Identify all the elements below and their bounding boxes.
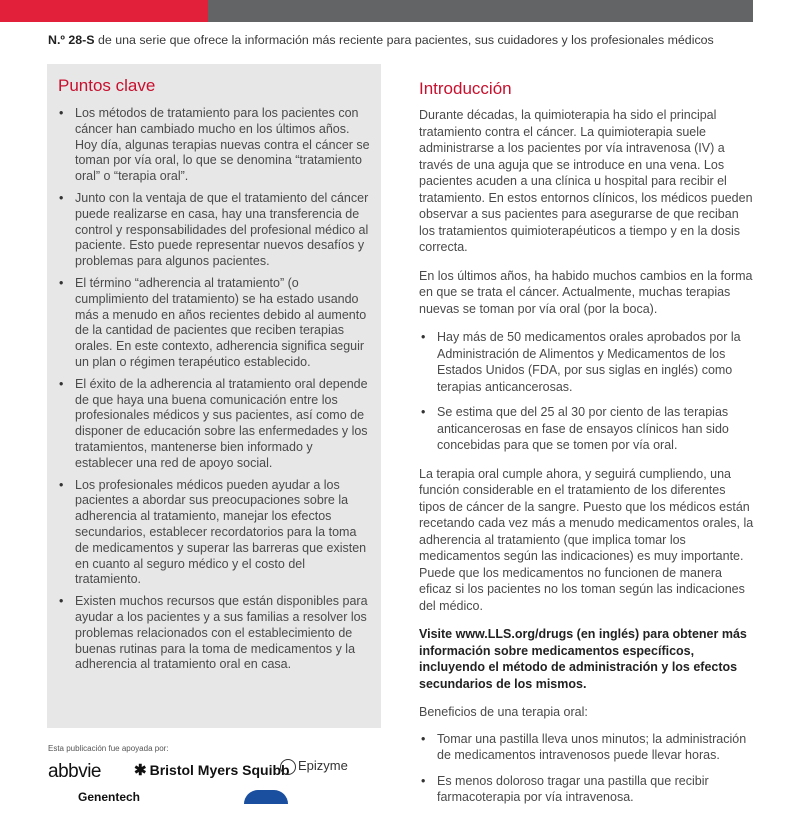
- key-points-box: [47, 64, 381, 728]
- benefits-list: [419, 731, 754, 806]
- lls-drugs-callout: Visite www.LLS.org/drugs (en inglés) para obtener más información sobre medicamentos específicos, incluyendo el método de administración y los efectos secundarios de los mismos.: [419, 627, 747, 691]
- intro-paragraph: La terapia oral cumple ahora, y seguirá cumpliendo, una función considerable en el tratamiento de los diferentes tipos de cáncer de la sangre. Puesto que los médicos están recetando cada vez más a menudo medicamentos orales, la adherencia al tratamiento (que implica tomar los medicamentos según las indicaciones) es muy importante. Puede que los medicamentos no funcionen de manera eficaz si los pacientes no los toman según las indicaciones del médico.: [419, 466, 754, 613]
- epizyme-logo-text: Epizyme: [298, 758, 348, 773]
- bms-mark-icon: ✱: [134, 762, 147, 779]
- epizyme-mark-icon: [280, 759, 296, 775]
- key-point-item: • Los métodos de tratamiento para los pacientes con cáncer han cambiado mucho en los últimos años. Hoy día, algunas terapias nuevas contra el cáncer se toman por vía oral, lo que se denomina “tratamiento oral” o “terapia oral”.: [58, 106, 373, 185]
- key-point-item: • El éxito de la adherencia al tratamiento oral depende de que haya una buena comunicación entre los profesionales médicos y sus pacientes, así como de disponer de educación sobre las enfermedades y los tratamientos, mantenerse bien informado y establecer una red de apoyo social.: [58, 377, 373, 472]
- facts-list: [419, 329, 754, 454]
- intro-paragraph: Durante décadas, la quimioterapia ha sido el principal tratamiento contra el cáncer. La quimioterapia suele administrarse a los pacientes por vía intravenosa (IV) a través de una aguja que se introduce en una vena. Los pacientes acuden a una clínica u hospital para recibir el tratamiento. En estos entornos clínicos, los médicos pueden observar a sus pacientes para asegurarse de que reciban los tratamientos quimioterapéuticos a tiempo y en la dosis correcta.: [419, 108, 753, 254]
- key-points-title: Puntos clave: [58, 76, 156, 95]
- key-point-item: • Junto con la ventaja de que el tratamiento del cáncer puede realizarse en casa, hay una transferencia de control y responsabilidades del profesional médico al paciente. Esto puede representar nuevos desafíos y problemas para algunos pacientes.: [58, 191, 373, 270]
- abbvie-logo: abbvie: [48, 761, 101, 782]
- key-points-list: [58, 106, 373, 679]
- benefit-item: • Es menos doloroso tragar una pastilla que recibir farmacoterapia por vía intravenosa.: [419, 773, 754, 806]
- series-number: N.º 28-S: [48, 33, 95, 47]
- header-red-bar: [0, 0, 208, 22]
- genentech-logo: Genentech: [78, 790, 141, 804]
- bms-logo: [134, 761, 290, 779]
- introduction-section: [419, 79, 754, 818]
- key-point-item: • Existen muchos recursos que están disponibles para ayudar a los pacientes y a sus familias a resolver los problemas relacionados con el establecimiento de buenas rutinas para la toma de medicamentos y la adherencia al tratamiento oral en casa.: [58, 594, 373, 673]
- epizyme-logo: [280, 758, 348, 775]
- key-point-item: • Los profesionales médicos pueden ayudar a los pacientes a abordar sus preocupaciones sobre la adherencia al tratamiento, manejar los efectos secundarios, establecer recordatorios para la toma de medicamentos y superar las barreras que existen en cuanto al seguro médico y el costo del tratamiento.: [58, 478, 373, 589]
- benefits-intro: Beneficios de una terapia oral:: [419, 705, 588, 719]
- sponsor-label: Esta publicación fue apoyada por:: [48, 744, 169, 753]
- bms-logo-text: Bristol Myers Squibb: [149, 762, 290, 778]
- fact-item: • Hay más de 50 medicamentos orales aprobados por la Administración de Alimentos y Medicamentos de los Estados Unidos (FDA, por sus siglas en inglés) como terapias anticancerosas.: [419, 329, 754, 395]
- fact-item: • Se estima que del 25 al 30 por ciento de las terapias anticancerosas en fase de ensayos clínicos han sido concebidas para que se tomen por vía oral.: [419, 404, 754, 454]
- series-text: de una serie que ofrece la información más reciente para pacientes, sus cuidadores y los profesionales médicos: [94, 33, 714, 47]
- pfizer-logo: [244, 790, 288, 804]
- header-gray-bar: [208, 0, 753, 22]
- intro-paragraph: En los últimos años, ha habido muchos cambios en la forma en que se trata el cáncer. Actualmente, muchas terapias nuevas se toman por vía oral (por la boca).: [419, 268, 753, 316]
- key-point-item: • El término “adherencia al tratamiento” (o cumplimiento del tratamiento) se ha estado usando más a menudo en años recientes debido al aumento de la cantidad de pacientes que reciben terapias orales. En este contexto, adherencia significa seguir un plan o régimen terapéutico establecido.: [58, 276, 373, 371]
- introduction-title: Introducción: [419, 79, 512, 98]
- sponsor-logos: [48, 758, 388, 804]
- benefit-item: • Tomar una pastilla lleva unos minutos; la administración de medicamentos intravenosos puede llevar horas.: [419, 731, 754, 764]
- series-line: [48, 33, 768, 47]
